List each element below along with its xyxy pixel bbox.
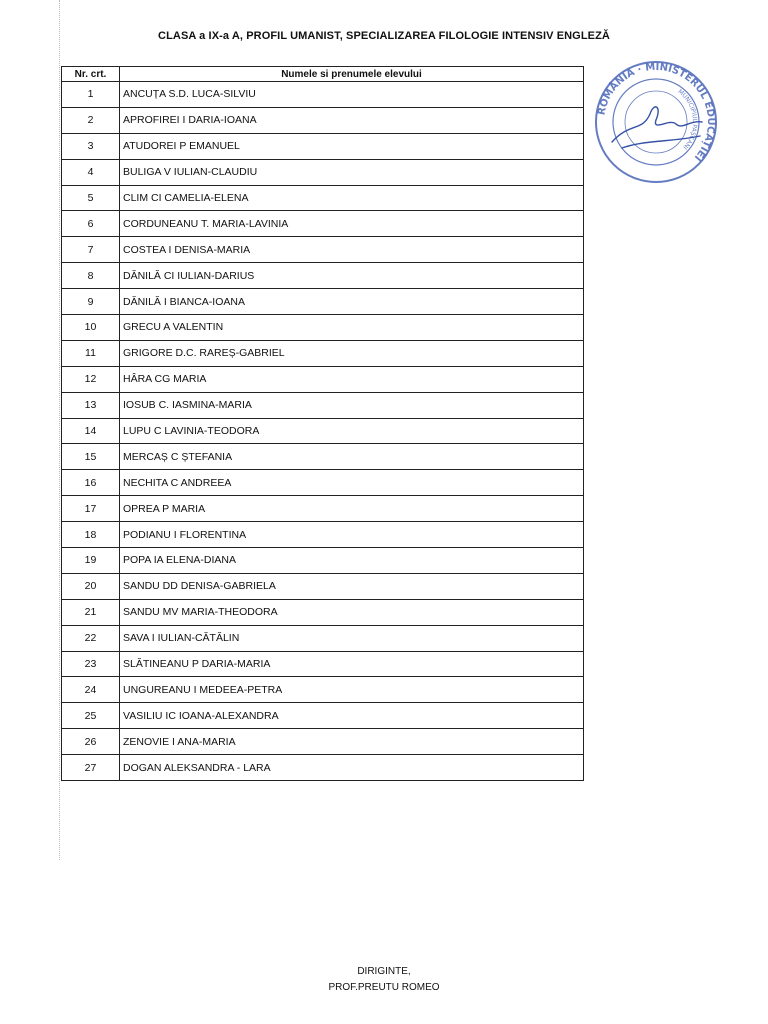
table-row [62,729,584,755]
table-row [62,470,584,496]
student-name: OPREA P MARIA [120,496,584,522]
student-name: SANDU DD DENISA-GABRIELA [120,573,584,599]
table-row [62,289,584,315]
row-number: 3 [62,133,120,159]
row-number: 2 [62,107,120,133]
table-row [62,522,584,548]
row-number: 19 [62,548,120,574]
row-number: 5 [62,185,120,211]
signature-role: DIRIGINTE, [357,966,411,977]
table-row [62,703,584,729]
row-number: 15 [62,444,120,470]
student-name: DOGAN ALEKSANDRA - LARA [120,755,584,781]
student-name: ANCUȚA S.D. LUCA-SILVIU [120,82,584,108]
row-number: 14 [62,418,120,444]
row-number: 10 [62,315,120,341]
student-name: BULIGA V IULIAN-CLAUDIU [120,159,584,185]
row-number: 12 [62,366,120,392]
table-row [62,263,584,289]
student-name: DĂNILĂ I BIANCA-IOANA [120,289,584,315]
row-number: 23 [62,651,120,677]
table-row [62,211,584,237]
table-row [62,82,584,108]
row-number: 7 [62,237,120,263]
row-number: 22 [62,625,120,651]
table-row [62,625,584,651]
row-number: 27 [62,755,120,781]
student-name: UNGUREANU I MEDEEA-PETRA [120,677,584,703]
student-name: PODIANU I FLORENTINA [120,522,584,548]
table-row [62,418,584,444]
table-row [62,496,584,522]
table-row [62,599,584,625]
student-name: ZENOVIE I ANA-MARIA [120,729,584,755]
student-name: GRIGORE D.C. RAREȘ-GABRIEL [120,340,584,366]
row-number: 6 [62,211,120,237]
row-number: 21 [62,599,120,625]
student-name: CLIM CI CAMELIA-ELENA [120,185,584,211]
stamp-inner-text: MUNICIPIUL PAȘCANI [676,88,699,151]
table-row [62,107,584,133]
table-row [62,133,584,159]
student-name: HÂRA CG MARIA [120,366,584,392]
page-title: CLASA a IX-a A, PROFIL UMANIST, SPECIALIZAREA FILOLOGIE INTENSIV ENGLEZĂ [158,30,610,42]
column-header-name: Numele si prenumele elevului [120,67,584,82]
table-row [62,548,584,574]
table-row [62,340,584,366]
row-number: 20 [62,573,120,599]
table-body [62,82,584,781]
table-row [62,755,584,781]
row-number: 9 [62,289,120,315]
row-number: 24 [62,677,120,703]
student-name: POPA IA ELENA-DIANA [120,548,584,574]
student-name: GRECU A VALENTIN [120,315,584,341]
student-name: SLĂTINEANU P DARIA-MARIA [120,651,584,677]
margin-rule [59,0,60,860]
student-name: ATUDOREI P EMANUEL [120,133,584,159]
column-header-number: Nr. crt. [62,67,120,82]
student-name: DĂNILĂ CI IULIAN-DARIUS [120,263,584,289]
stamp-outer-text: ROMÂNIA · MINISTERUL EDUCAȚIEI [596,61,717,163]
student-name: SAVA I IULIAN-CĂTĂLIN [120,625,584,651]
table-row [62,237,584,263]
student-table [61,66,584,781]
table-row [62,651,584,677]
student-name: SANDU MV MARIA-THEODORA [120,599,584,625]
table-header-row [62,67,584,82]
student-name: NECHITA C ANDREEA [120,470,584,496]
row-number: 1 [62,82,120,108]
table-row [62,392,584,418]
student-name: VASILIU IC IOANA-ALEXANDRA [120,703,584,729]
row-number: 26 [62,729,120,755]
student-name: CORDUNEANU T. MARIA-LAVINIA [120,211,584,237]
table-row [62,159,584,185]
row-number: 18 [62,522,120,548]
row-number: 25 [62,703,120,729]
signature-block [0,964,768,996]
official-stamp [592,58,720,186]
signature-name: PROF.PREUTU ROMEO [328,982,440,993]
row-number: 11 [62,340,120,366]
student-name: APROFIREI I DARIA-IOANA [120,107,584,133]
table-row [62,366,584,392]
row-number: 8 [62,263,120,289]
student-name: MERCAȘ C ȘTEFANIA [120,444,584,470]
row-number: 13 [62,392,120,418]
table-row [62,444,584,470]
table-row [62,573,584,599]
row-number: 17 [62,496,120,522]
student-name: COSTEA I DENISA-MARIA [120,237,584,263]
row-number: 4 [62,159,120,185]
table-row [62,677,584,703]
table-row [62,315,584,341]
row-number: 16 [62,470,120,496]
student-name: IOSUB C. IASMINA-MARIA [120,392,584,418]
student-name: LUPU C LAVINIA-TEODORA [120,418,584,444]
table-row [62,185,584,211]
